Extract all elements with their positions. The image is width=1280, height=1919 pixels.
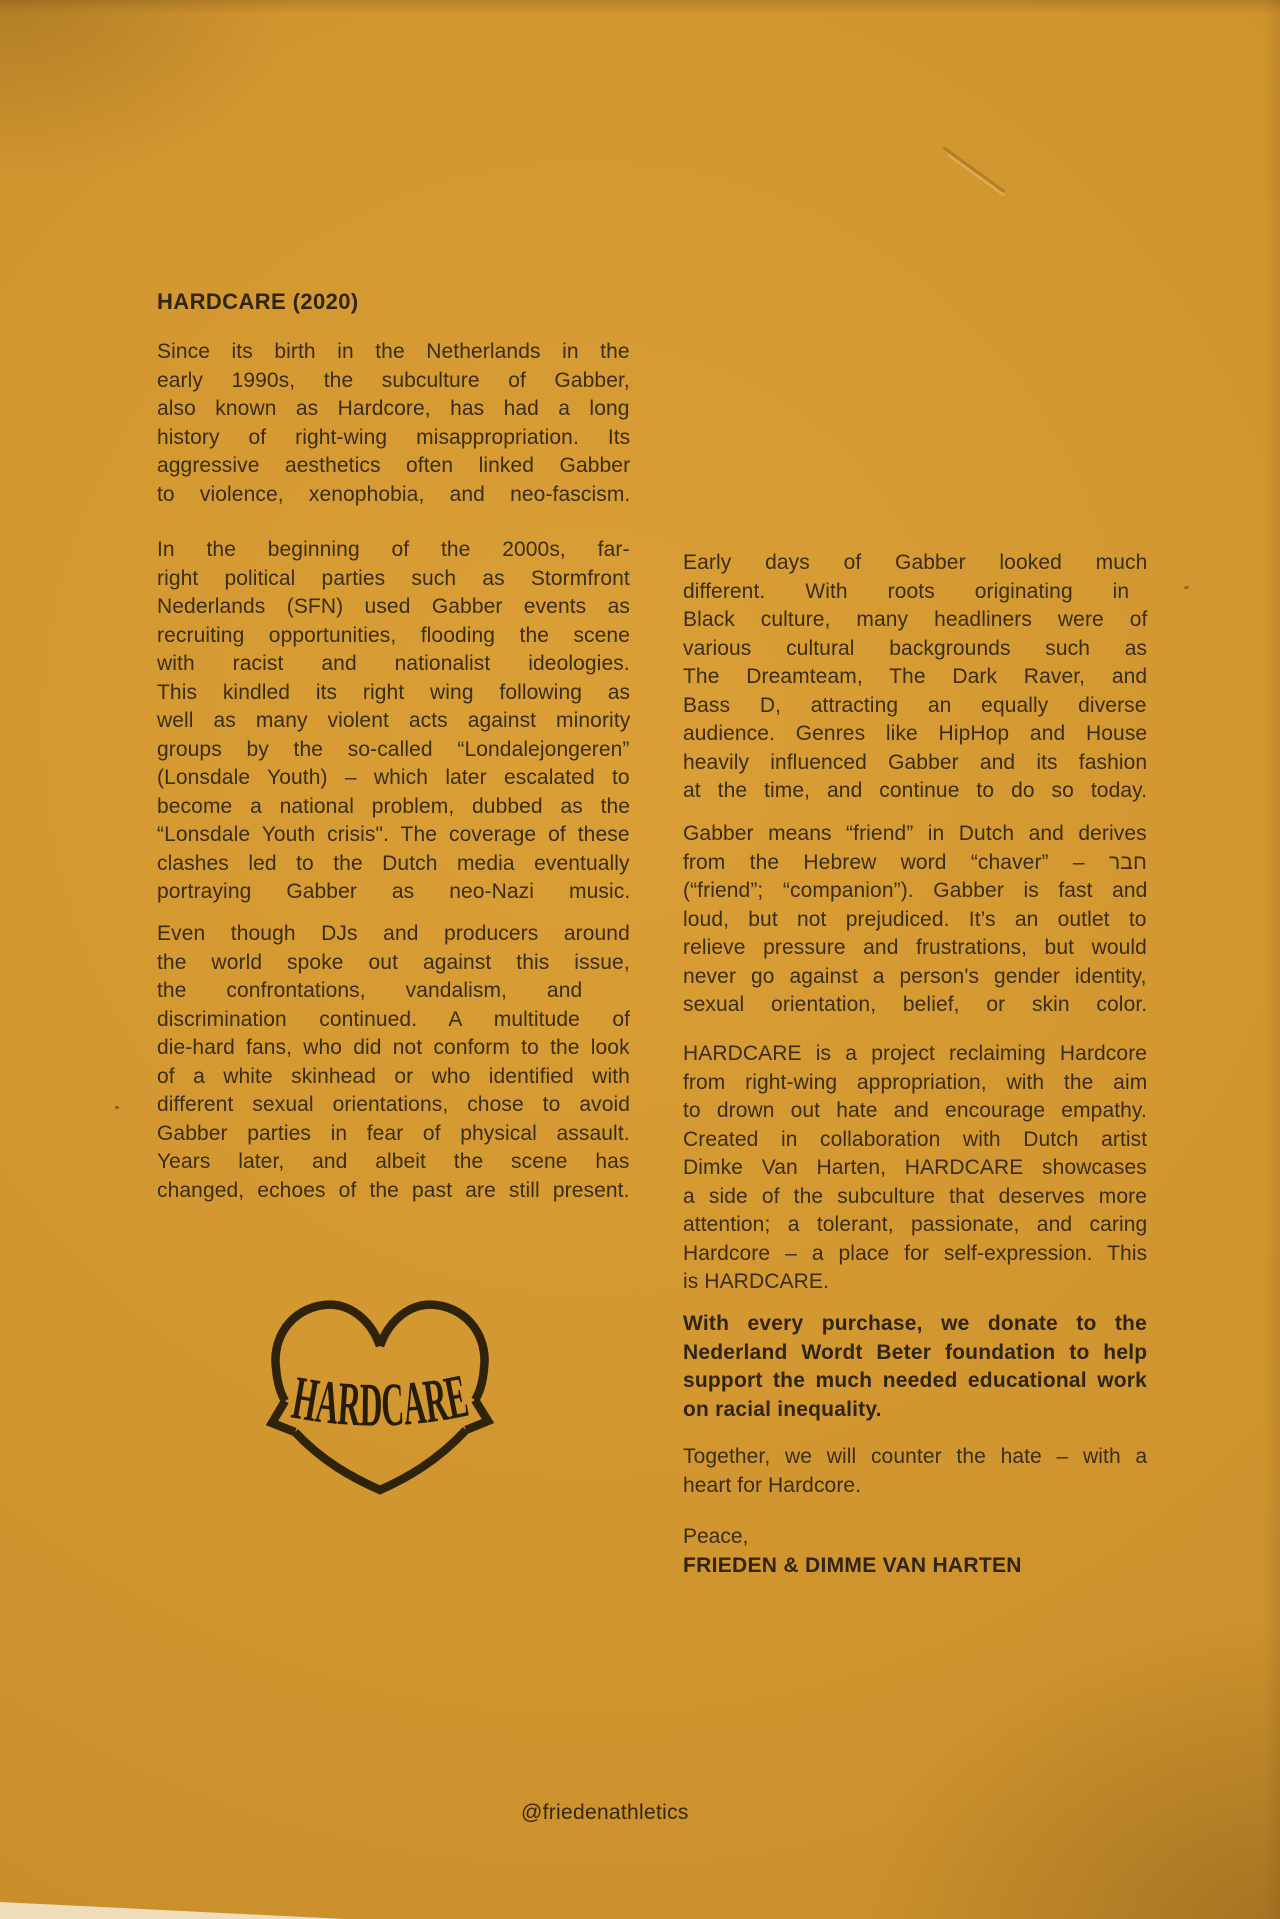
paragraph-donation-note [683,1310,1147,1424]
text-line: changed, echoes of the past are still present. [157,1178,630,1202]
signoff [683,1523,1147,1580]
text-line: Black culture, many headliners were of [683,608,1148,631]
text-line: With every purchase, we donate to the [683,1312,1147,1335]
text-line: relieve pressure and frustrations, but would [683,936,1147,959]
text-line: heavily influenced Gabber and its fashion [683,750,1148,774]
text-line: “Lonsdale Youth crisis". The coverage of these [157,823,630,846]
text-line: is HARDCARE. [683,1270,829,1293]
text-line: die-hard fans, who did not conform to the look [157,1036,630,1059]
text-line: also known as Hardcore, has had a long [157,397,630,420]
text-line: In the beginning of the 2000s, far- [157,538,630,561]
text-line: clashes led to the Dutch media eventually [157,851,630,875]
text-line: right political parties such as Stormfront [157,566,630,590]
text-line: portraying Gabber as neo-Nazi music. [157,880,631,903]
scan-edge-sliver [0,1902,345,1919]
text-line: (“friend”; “companion”). Gabber is fast and [683,879,1148,902]
text-line: different sexual orientations, chose to avoid [157,1093,631,1116]
text-line: various cultural backgrounds such as [683,636,1148,660]
text-line: groups by the so-called “Londalejongeren” [157,737,630,761]
scan-shadow-right [1264,0,1280,1919]
social-handle: @friedenathletics [521,1801,689,1824]
text-line: different. With roots originating in [683,579,1130,603]
text-line: Dimke Van Harten, HARDCARE showcases [683,1156,1147,1179]
text-line: Gabber means “friend” in Dutch and derives [683,822,1147,845]
text-line: history of right-wing misappropriation. Its [157,425,631,449]
logo-text: HARDCARE [287,1358,494,1441]
text-line: at the time, and continue to do so today. [683,779,1148,802]
text-line: from the Hebrew word “chaver” – חבר [683,850,1147,874]
page-title: HARDCARE (2020) [157,289,359,314]
text-line: discrimination continued. A multitude of [157,1007,631,1031]
text-line: Hardcore – a place for self-expression. This [683,1241,1148,1265]
text-line: audience. Genres like HipHop and House [683,722,1148,745]
paragraph-early-days [683,549,1147,806]
text-line: loud, but not prejudiced. It’s an outlet to [683,907,1147,931]
text-line: Years later, and albeit the scene has [157,1150,630,1173]
text-line: Even though DJs and producers around [157,922,630,945]
text-line: the confrontations, vandalism, and [157,979,583,1002]
text-line: on racial inequality. [683,1397,882,1421]
text-line: Early days of Gabber looked much [683,551,1148,574]
scan-shadow-top-left [0,0,300,190]
paragraph-hardcare-project [683,1040,1147,1297]
text-line: with racist and nationalist ideologies. [157,652,630,675]
signoff-names: FRIEDEN & DIMME VAN HARTEN [683,1553,1022,1577]
text-line: never go against a person's gender identity, [683,964,1147,988]
text-line: sexual orientation, belief, or skin color. [683,993,1148,1016]
text-line: the world spoke out against this issue, [157,950,630,974]
paper-speck [115,1106,119,1109]
text-line: early 1990s, the subculture of Gabber, [157,368,630,392]
text-line: Gabber parties in fear of physical assault. [157,1121,630,1145]
paragraph-discrimination [157,920,630,1205]
paragraph-closing [683,1443,1147,1500]
text-line: from right-wing appropriation, with the aim [683,1070,1148,1094]
paragraph-history-intro [157,338,630,509]
hardcare-heart-logo [268,1294,492,1500]
text-line: to violence, xenophobia, and neo-fascism. [157,482,631,506]
paper-crease [942,146,1005,193]
text-line: The Dreamteam, The Dark Raver, and [683,665,1148,688]
text-line: heart for Hardcore. [683,1473,862,1497]
paper-speck [1184,585,1190,590]
text-line: This kindled its right wing following as [157,680,631,704]
paper-crease-highlight [947,154,1005,197]
text-line: to drown out hate and encourage empathy. [683,1099,1147,1122]
text-line: attention; a tolerant, passionate, and caring [683,1213,1148,1236]
text-line: HARDCARE is a project reclaiming Hardcore [683,1042,1148,1065]
paragraph-gabber-meaning [683,820,1147,1020]
paragraph-lonsdale-crisis [157,536,630,907]
text-line: become a national problem, dubbed as the [157,794,631,818]
text-line: Nederlands (SFN) used Gabber events as [157,595,630,618]
text-line: recruiting opportunities, flooding the scene [157,623,630,647]
signoff-salutation: Peace, [683,1525,749,1548]
svg-text:HARDCARE [287,1358,494,1441]
text-line: of a white skinhead or who identified with [157,1064,630,1088]
text-line: Nederland Wordt Beter foundation to help [683,1340,1148,1364]
text-line: support the much needed educational work [683,1369,1148,1392]
text-line: a side of the subculture that deserves more [683,1184,1148,1208]
text-line: well as many violent acts against minority [157,709,631,732]
text-line: (Lonsdale Youth) – which later escalated to [157,766,630,789]
text-line: Since its birth in the Netherlands in the [157,340,630,363]
text-line: Bass D, attracting an equally diverse [683,693,1147,717]
scan-shadow-bottom-right [840,1609,1280,1919]
text-line: Together, we will counter the hate – with a [683,1445,1148,1468]
text-line: aggressive aesthetics often linked Gabber [157,454,631,477]
text-line: Created in collaboration with Dutch artist [683,1127,1148,1151]
